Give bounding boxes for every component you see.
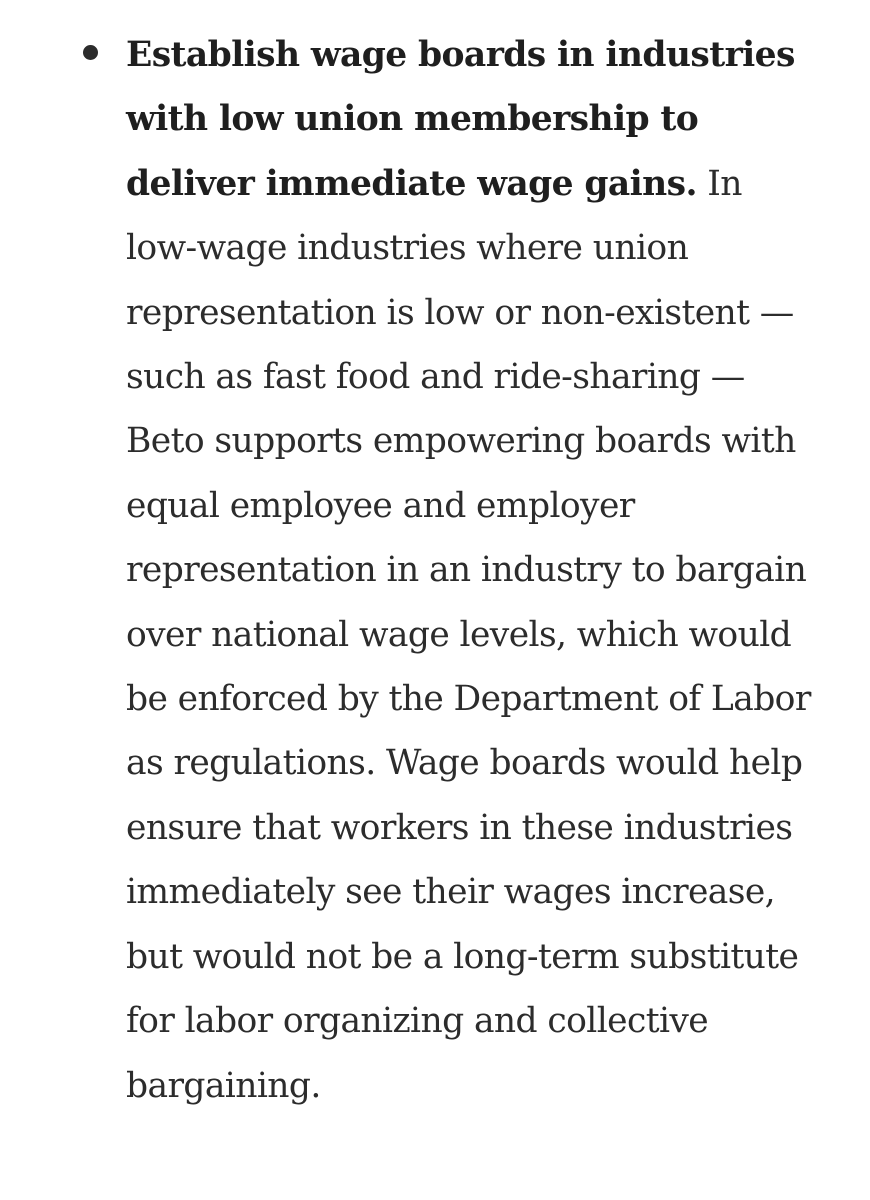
policy-heading: Establish wage boards in industries with low union membership to deliver immediate wage gains. [126,35,795,204]
policy-body: In low-wage industries where union representation is low or non-existent — such as fast food and ride-sharing — Beto supports empowering boards with equal employee and employer representation in an industry to bargain over national wage levels, which would be enforced by the Department of Labor as regulations. Wage boards would help ensure that workers in these industries immediately see their wages increase, but would not be a long-term substitute for labor organizing and collective bargaining. [126,163,811,1106]
policy-bullet-item [126,23,816,1118]
bullet-dot-icon [83,45,98,60]
